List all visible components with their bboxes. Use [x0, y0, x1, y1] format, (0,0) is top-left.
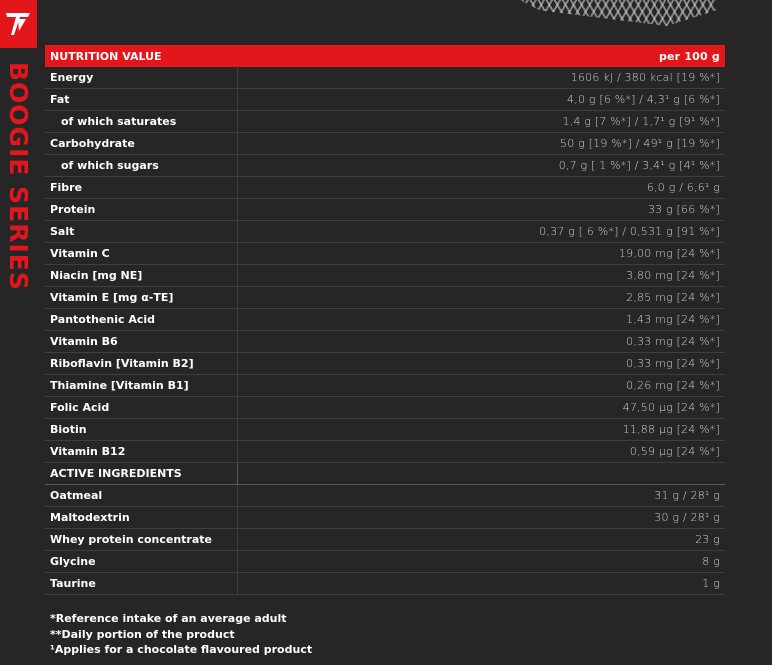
table-row: [45, 155, 725, 177]
table-row: [45, 67, 725, 89]
row-label: Whey protein concentrate: [45, 529, 237, 551]
row-label: Vitamin B12: [45, 441, 237, 463]
table-header-row: [45, 45, 725, 67]
row-label: Folic Acid: [45, 397, 237, 419]
row-value: 0,59 µg [24 %*]: [237, 441, 725, 463]
row-label: Taurine: [45, 573, 237, 595]
row-value: 1606 kJ / 380 kcal [19 %*]: [237, 67, 725, 89]
decorative-pattern: [520, 0, 716, 26]
row-value: 30 g / 28¹ g: [237, 507, 725, 529]
row-label: of which sugars: [45, 155, 237, 177]
header-label: NUTRITION VALUE: [45, 45, 237, 67]
row-value: 31 g / 28¹ g: [237, 485, 725, 507]
footnote-chocolate-flavour: ¹Applies for a chocolate flavoured product: [50, 643, 313, 656]
row-value: 47,50 µg [24 %*]: [237, 397, 725, 419]
row-value: 0,7 g [ 1 %*] / 3,4¹ g [4¹ %*]: [237, 155, 725, 177]
row-label: Vitamin E [mg α-TE]: [45, 287, 237, 309]
row-value: 1 g: [237, 573, 725, 595]
table-row: [45, 265, 725, 287]
table-row: [45, 507, 725, 529]
row-label: Vitamin B6: [45, 331, 237, 353]
row-value: 23 g: [237, 529, 725, 551]
row-value: 0,33 mg [24 %*]: [237, 353, 725, 375]
row-label: Energy: [45, 67, 237, 89]
active-ingredients-header: [45, 463, 725, 485]
table-row: [45, 177, 725, 199]
row-label: Fibre: [45, 177, 237, 199]
row-label: Biotin: [45, 419, 237, 441]
section-label: ACTIVE INGREDIENTS: [45, 463, 237, 485]
row-label: Maltodextrin: [45, 507, 237, 529]
row-value: 0,26 mg [24 %*]: [237, 375, 725, 397]
table-row: [45, 353, 725, 375]
row-label: Glycine: [45, 551, 237, 573]
table-row: [45, 419, 725, 441]
row-label: Fat: [45, 89, 237, 111]
footnotes: [50, 611, 312, 658]
row-value: 2,85 mg [24 %*]: [237, 287, 725, 309]
brand-side-text: BOOGIE SERIES: [4, 62, 33, 291]
row-label: Pantothenic Acid: [45, 309, 237, 331]
table-row: [45, 309, 725, 331]
row-value: 19,00 mg [24 %*]: [237, 243, 725, 265]
table-row: [45, 199, 725, 221]
row-label: Riboflavin [Vitamin B2]: [45, 353, 237, 375]
nutrition-table: [45, 45, 725, 595]
brand-logo-icon: [6, 13, 30, 35]
row-label: Niacin [mg NE]: [45, 265, 237, 287]
table-row: [45, 243, 725, 265]
row-label: of which saturates: [45, 111, 237, 133]
row-value: 33 g [66 %*]: [237, 199, 725, 221]
table-row: [45, 221, 725, 243]
row-value: 4,0 g [6 %*] / 4,3¹ g [6 %*]: [237, 89, 725, 111]
row-label: Carbohydrate: [45, 133, 237, 155]
row-value: 1,43 mg [24 %*]: [237, 309, 725, 331]
table-row: [45, 551, 725, 573]
table-row: [45, 375, 725, 397]
row-label: Thiamine [Vitamin B1]: [45, 375, 237, 397]
table-row: [45, 287, 725, 309]
footnote-daily-portion: **Daily portion of the product: [50, 627, 235, 641]
row-value: 6,0 g / 6,6¹ g: [237, 177, 725, 199]
table-row: [45, 529, 725, 551]
table-row: [45, 133, 725, 155]
table-row: [45, 331, 725, 353]
row-label: Protein: [45, 199, 237, 221]
section-value-empty: [237, 463, 725, 485]
table-row: [45, 111, 725, 133]
row-value: 1,4 g [7 %*] / 1,7¹ g [9¹ %*]: [237, 111, 725, 133]
table-row: [45, 89, 725, 111]
row-label: Vitamin C: [45, 243, 237, 265]
row-value: 8 g: [237, 551, 725, 573]
row-label: Oatmeal: [45, 485, 237, 507]
table-row: [45, 397, 725, 419]
brand-logo: [0, 0, 37, 48]
row-value: 0,33 mg [24 %*]: [237, 331, 725, 353]
table-row: [45, 573, 725, 595]
header-value: per 100 g: [237, 45, 725, 67]
row-value: 11,88 µg [24 %*]: [237, 419, 725, 441]
row-value: 3,80 mg [24 %*]: [237, 265, 725, 287]
footnote-reference-intake: *Reference intake of an average adult: [50, 612, 287, 625]
row-label: Salt: [45, 221, 237, 243]
row-value: 0,37 g [ 6 %*] / 0,531 g [91 %*]: [237, 221, 725, 243]
row-value: 50 g [19 %*] / 49¹ g [19 %*]: [237, 133, 725, 155]
table-row: [45, 441, 725, 463]
table-row: [45, 485, 725, 507]
